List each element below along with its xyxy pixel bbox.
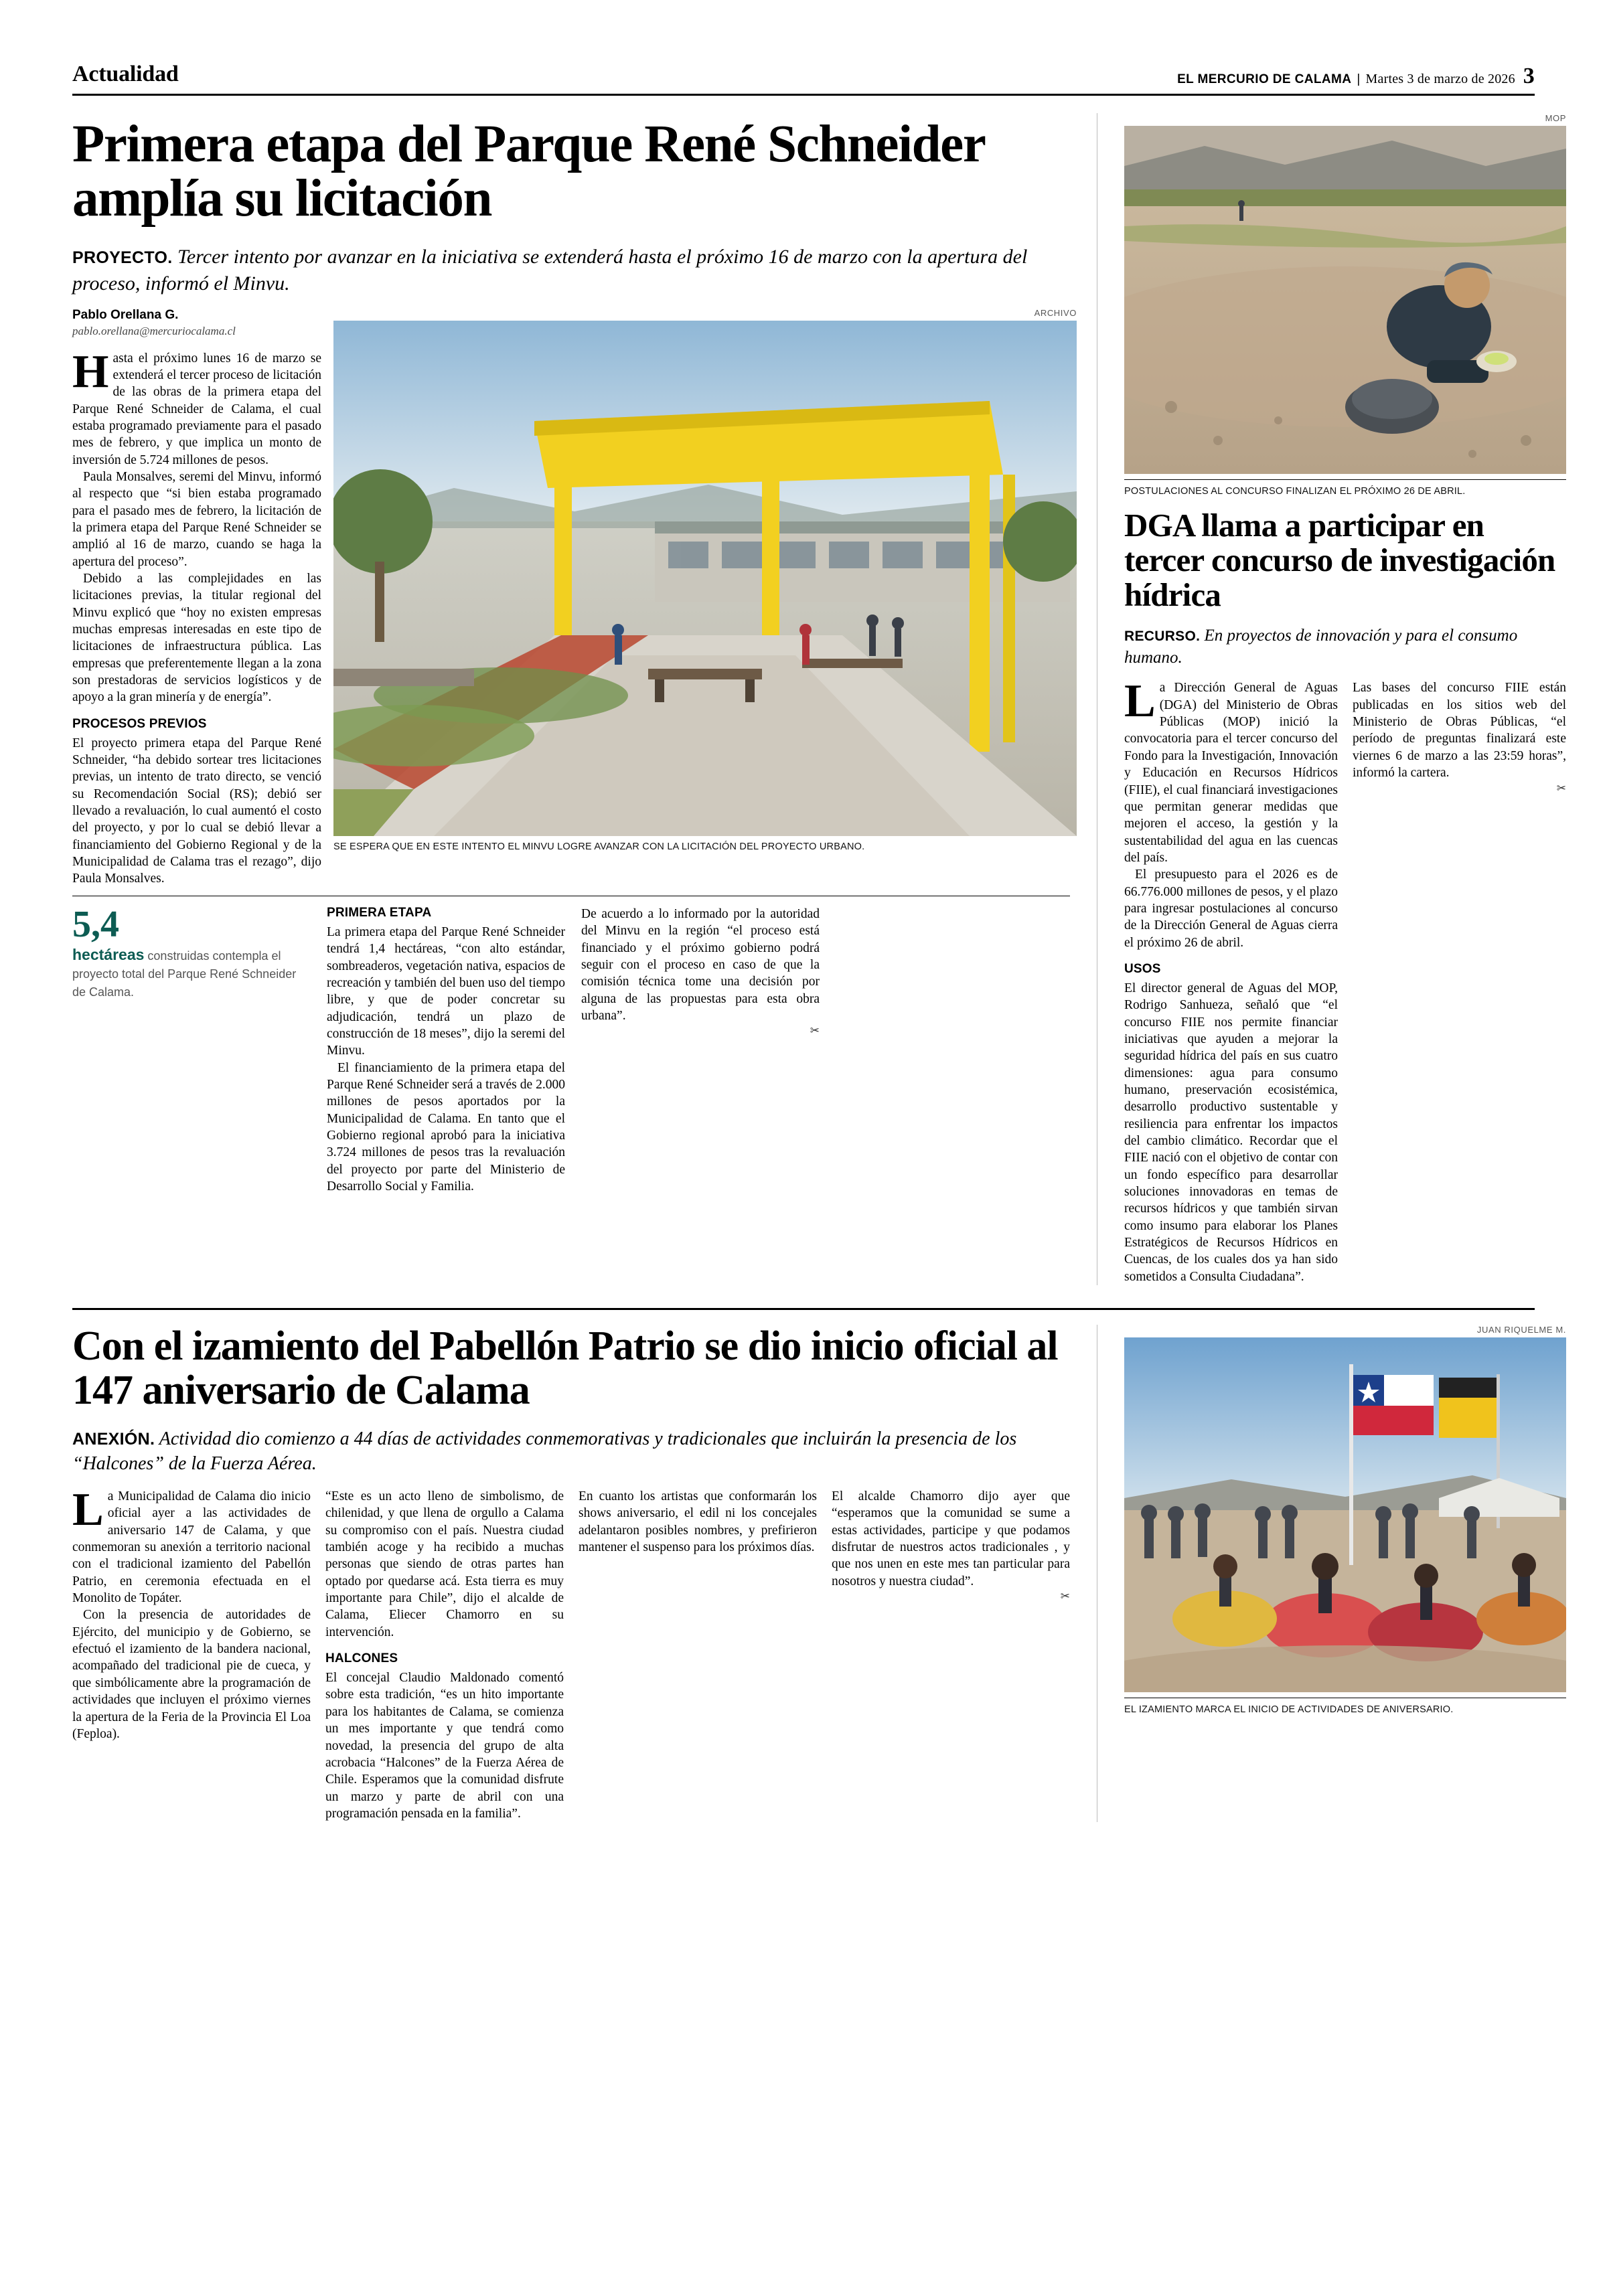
page-masthead <box>72 62 1535 96</box>
dga-field-photo <box>1124 126 1566 474</box>
article-aniversario-end-mark: ✂ <box>1060 1590 1070 1603</box>
photo-caption: POSTULACIONES AL CONCURSO FINALIZAN EL PRÓXIMO 26 DE ABRIL. <box>1124 479 1566 497</box>
article-aniversario-body-2 <box>325 1488 564 1641</box>
subhead-primera-etapa: PRIMERA ETAPA <box>327 905 432 920</box>
article-body-primera-2 <box>581 906 820 1024</box>
paragraph: La Dirección General de Aguas (DGA) del Ministerio de Obras Públicas (MOP) inició la convocatoria para el tercer concurso del Fondo para la Investigación, Innovación y Educación en Recursos Hídricos (FIIE), el cual financiará investigaciones que permitan generar medidas que mejoren el acceso, la gestión y la sustentabilidad del agua en las cuencas del país. <box>1124 675 1338 865</box>
stat-unit-label: hectáreas <box>72 945 145 963</box>
paragraph: El director general de Aguas del MOP, Rodrigo Sanhueza, señaló que “el concurso FIIE nos permite financiar iniciativas que ayuden a mejorar la seguridad hídrica del país en sus cuatro dimensiones: agua para consumo humano, preservación ecosistémica, desarrollo productivo sustentable y resiliencia para enfrentar los impactos del cambio climático. Recordar que el FIIE nació con el objetivo de contar con un fondo específico para desarrollar soluciones innovadoras en temas de recursos hídricos y que también sirvan como insumo para elaborar los Planes Estratégicos de Recursos Hídricos en Cuencas, de los cuales dos ya han sido sometidos a Consulta Ciudadana”. <box>1124 981 1338 1284</box>
paragraph: Debido a las complejidades en las licitaciones previas, la titular regional del Minvu explicó que “hoy no existen empresas muchas empresas interesadas en este tipo de licitaciones de infraestructura pública. Las empresas que preferentemente llegan a la zona son prestadoras de servicios logísticos y de apoyo a la gran minería y de energía”. <box>72 571 321 705</box>
paragraph: El alcalde Chamorro dijo ayer que “esperamos que la comunidad se sume a estas actividades, participe y que podamos disfrutar de nuestros actos tradicionales , y que nos unen en este mes tan particular para nosotros y nuestra ciudad”. <box>832 1489 1070 1588</box>
paragraph: En cuanto los artistas que conformarán los shows aniversario, el edil ni los concejales adelantaron posibles nombres, y prefirieron mantener el suspenso para los próximos días. <box>579 1489 817 1555</box>
stat-description: construidas contempla el proyecto total del Parque René Schneider de Calama. <box>72 949 297 999</box>
paragraph: El presupuesto para el 2026 es de 66.776.000 millones de pesos, y el plazo para ingresar postulaciones al concurso de la Dirección General de Aguas cierra el próximo 26 de abril. <box>1124 868 1338 950</box>
article-body-primera-1 <box>327 924 565 1196</box>
article-kicker: PROYECTO. <box>72 248 173 267</box>
paragraph: Las bases del concurso FIIE están publicadas en los sitios web del Ministerio de Obras Públicas, “el período de preguntas finalizará este viernes 6 de marzo a las 23:59 horas”, informó la cartera. <box>1353 681 1566 781</box>
article-photo-block <box>333 308 1077 888</box>
byline-author: Pablo Orellana G. <box>72 307 179 322</box>
article-stat-column <box>72 903 311 1196</box>
photo-credit: ARCHIVO <box>1034 307 1077 318</box>
article-aniversario-col2 <box>325 1488 564 1822</box>
article-dga-body-usos-a <box>1124 980 1338 1285</box>
photo-credit: JUAN RIQUELME M. <box>1476 1325 1566 1335</box>
stat-unit <box>72 946 311 1001</box>
article-dga-body-usos-b <box>1353 679 1566 781</box>
article-aniversario-col4 <box>832 1488 1070 1822</box>
photo-credit: MOP <box>1545 113 1566 123</box>
paper-name: EL MERCURIO DE CALAMA <box>1177 72 1352 86</box>
paragraph: La Municipalidad de Calama dio inicio oficial ayer a las actividades de aniversario 147 de Calama, y que conmemoran su anexión a territorio nacional con el tradicional izamiento del Pabellón Patrio, en ceremonia efectuada en el Monolito de Topáter. <box>72 1484 311 1606</box>
subhead-procesos-previos: PROCESOS PREVIOS <box>72 716 207 731</box>
masthead-meta <box>1177 64 1535 88</box>
article-column-financiamiento <box>581 906 820 1196</box>
paragraph: El financiamiento de la primera etapa del Parque René Schneider será a través de 2.000 millones de pesos aportados por la Municipalidad de Calama. En tanto que el Gobierno regional aprobó para la iniciativa 3.724 millones de pesos tras la revaluación del proyecto por parte del Ministerio de Desarrollo Social y Familia. <box>327 1060 565 1194</box>
article-dga-col2 <box>1353 679 1566 1285</box>
article-aniversario-standfirst-text: Actividad dio comienzo a 44 días de actividades conmemorativas y tradicionales que incluirán la presencia de los “Halcones” de la Fuerza Aérea. <box>72 1428 1017 1474</box>
paragraph: Hasta el próximo lunes 16 de marzo se extenderá el tercer proceso de licitación de las obras de la primera etapa del Parque René Schneider de Calama, el cual estaba programado previamente para el pasado mes de febrero, y que implica un monto de inversión de 5.724 millones de pesos. <box>72 345 321 467</box>
article-aniversario-body-halcones-b <box>579 1488 817 1556</box>
byline-email[interactable]: pablo.orellana@mercuriocalama.cl <box>72 324 236 337</box>
article-aniversario-body-halcones-a <box>325 1669 564 1822</box>
paragraph: Con la presencia de autoridades de Ejército, del municipio y de Gobierno, se efectuó el izamiento de la bandera nacional, acompañado del tradicional pie de cueca, y que simbólicamente abre la programación de actividades que incluyen el próximo viernes la apertura de la Feria de la Provincia El Loa (Feploa). <box>72 1608 311 1741</box>
subhead-usos: USOS <box>1124 961 1161 976</box>
article-dga-standfirst-text: En proyectos de innovación y para el consumo humano. <box>1124 626 1518 667</box>
paragraph: La primera etapa del Parque René Schneider tendrá 1,4 hectáreas, “con alto estándar, sombreaderos, vegetación nativa, espacios de recreación y también del buen uso del tiempo libre, y que de poder concretar su adjudicación, tendrá un plazo de construcción de 18 meses”, dijo la seremi del Minvu. <box>327 924 565 1058</box>
article-lower-columns <box>72 896 1070 1196</box>
article-dga-body-left <box>1124 675 1338 951</box>
photo-caption: EL IZAMIENTO MARCA EL INICIO DE ACTIVIDADES DE ANIVERSARIO. <box>1124 1698 1566 1716</box>
paragraph: Paula Monsalves, seremi del Minvu, informó al respecto que “si bien estaba programado para el pasado mes de febrero, la licitación de la primera etapa del Parque René Schneider se amplió al 16 de marzo, cuando se haga la apertura del proceso”. <box>72 469 321 569</box>
paragraph: De acuerdo a lo informado por la autoridad del Minvu en la región “el proceso está financiado y el próximo gobierno podrá seguir con el proceso en caso de que la comisión técnica tome una decisión por alguna de las propuestas para esta obra urbana”. <box>581 906 820 1023</box>
article-dga-concurso <box>1124 113 1566 1285</box>
article-dga-standfirst <box>1124 625 1566 669</box>
article-dga-headline: DGA llama a participar en tercer concurso de investigación hídrica <box>1124 507 1555 613</box>
article-dga-end-mark: ✂ <box>1556 781 1566 795</box>
article-dga-col1 <box>1124 675 1338 1285</box>
article-end-mark: ✂ <box>810 1024 820 1038</box>
photo-caption: SE ESPERA QUE EN ESTE INTENTO EL MINVU LOGRE AVANZAR CON LA LICITACIÓN DEL PROYECTO URBANO. <box>333 841 865 852</box>
article-standfirst-text: Tercer intento por avanzar en la iniciativa se extenderá hasta el próximo 16 de marzo con la apertura del proceso, informó el Minvu. <box>72 245 1028 295</box>
page-number: 3 <box>1523 64 1535 88</box>
article-body-col1 <box>72 345 321 706</box>
article-aniversario-headline: Con el izamiento del Pabellón Patrio se dio inicio oficial al 147 aniversario de Calama <box>72 1323 1058 1413</box>
article-aniversario-body-halcones-c <box>832 1488 1070 1590</box>
article-standfirst <box>72 244 1070 297</box>
article-aniversario-body-1 <box>72 1484 311 1742</box>
article-body-procesos <box>72 735 321 888</box>
section-title: Actualidad <box>72 62 179 86</box>
article-first-column <box>72 308 321 888</box>
article-dga-kicker: RECURSO. <box>1124 628 1201 644</box>
article-column-primera-etapa <box>327 906 565 1196</box>
article-aniversario-calama <box>72 1308 1566 1822</box>
top-articles-grid <box>72 113 1566 1285</box>
paragraph: “Este es un acto lleno de simbolismo, de chilenidad, y que llena de orgullo a Calama su compromiso con el país. Nuestra ciudad también acoge y ha recibido a muchas personas que siendo de otras partes han optado por quedarse acá. Esta tierra es muy importante para Chile”, dijo el alcalde de Calama, Eliecer Chamorro en su intervención. <box>325 1489 564 1639</box>
masthead-separator: | <box>1357 72 1361 86</box>
article-parque-rene-schneider <box>72 113 1077 1285</box>
article-aniversario-right <box>1124 1325 1566 1822</box>
subhead-halcones: HALCONES <box>325 1651 398 1666</box>
park-rendering-photo <box>333 321 1077 836</box>
flag-raising-photo <box>1124 1337 1566 1692</box>
page-title: Primera etapa del Parque René Schneider amplía su licitación <box>72 115 985 228</box>
paragraph: El concejal Claudio Maldonado comentó sobre esta tradición, “es un hito importante para los habitantes de Calama, se comienza un mes importante y que tendrá como novedad, la presencia del grupo de alta acrobacia “Halcones” de la Fuerza Aérea de Chile. Esperamos que la comunidad disfrute un marzo y parte de abril con una programación pensada en la familia”. <box>325 1671 564 1821</box>
article-aniversario-standfirst <box>72 1426 1070 1476</box>
article-aniversario-left <box>72 1325 1070 1822</box>
paragraph: El proyecto primera etapa del Parque René Schneider, “ha debido sortear tres licitaciones previas, un intento de trato directo, se venció su Recomendación Social (RS); debió ser llevado a revaluación, lo cual aumentó el costo del proyecto, y por lo cual se debió llevar a financiamiento del Gobierno Regional y de la Municipalidad de Calama tras el rezago”, dijo Paula Monsalves. <box>72 736 321 886</box>
article-aniversario-kicker: ANEXIÓN. <box>72 1429 155 1449</box>
article-aniversario-col1 <box>72 1484 311 1822</box>
article-aniversario-col3 <box>579 1488 817 1822</box>
publication-date: Martes 3 de marzo de 2026 <box>1365 72 1515 86</box>
stat-number: 5,4 <box>72 903 119 945</box>
